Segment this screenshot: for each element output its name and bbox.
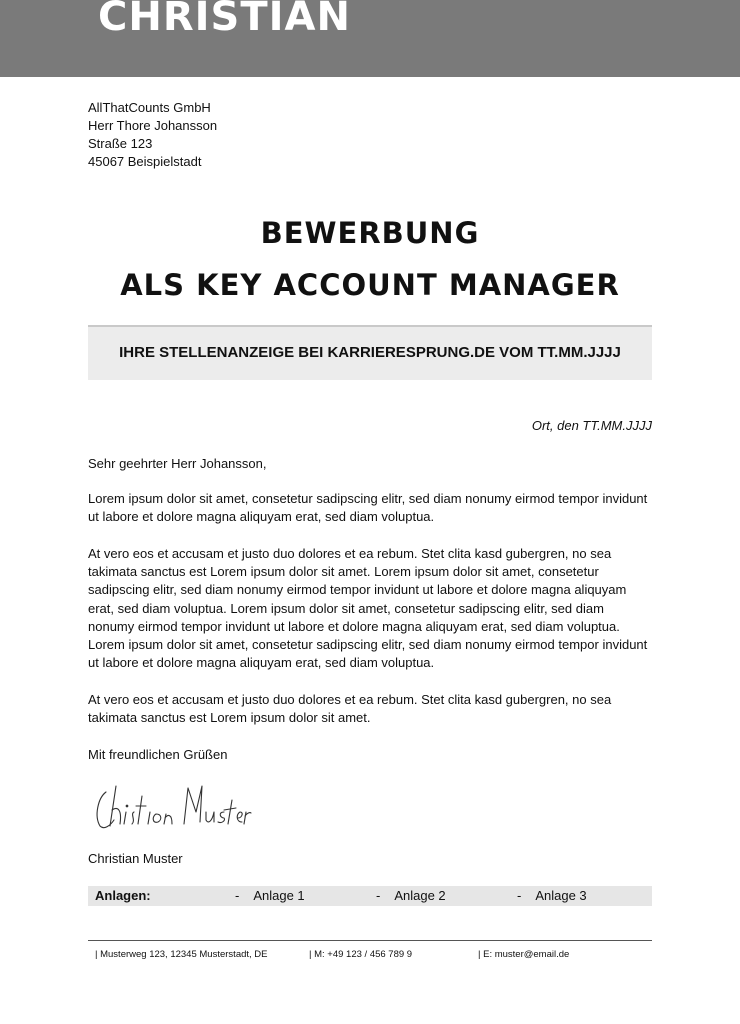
subject-box	[88, 325, 652, 380]
attachments-label: Anlagen:	[95, 888, 151, 903]
paragraph-2: At vero eos et accusam et justo duo dolores et ea rebum. Stet clita kasd gubergren, no sea takimata sanctus est Lorem ipsum dolor sit amet. Lorem ipsum dolor sit amet, consetetur sadipscing elitr, sed diam nonumy eirmod tempor invidunt ut labore et dolore magna aliquyam erat, sed diam voluptua. Lorem ipsum dolor sit amet, consetetur sadipscing elitr, sed diam nonumy eirmod tempor invidunt ut labore et dolore magna aliquyam erat, sed diam voluptua. Lorem ipsum dolor sit amet, consetetur sadipscing elitr, sed diam nonumy eirmod tempor invidunt ut labore et dolore magna aliquyam erat, sed diam voluptua.	[88, 546, 648, 671]
attachment-item: - Anlage 3	[517, 888, 587, 903]
paragraph-1: Lorem ipsum dolor sit amet, consetetur sadipscing elitr, sed diam nonumy eirmod tempor invidunt ut labore et dolore magna aliquyam erat, sed diam voluptua.	[88, 491, 648, 525]
footer-phone: | M: +49 123 / 456 789 9	[309, 949, 413, 960]
recipient-city: 45067 Beispielstadt	[88, 154, 202, 169]
signature-image	[92, 776, 252, 836]
place-date: Ort, den TT.MM.JJJJ	[531, 418, 652, 433]
attachment-item: - Anlage 1	[235, 888, 305, 903]
footer-address: | Musterweg 123, 12345 Musterstadt, DE	[95, 949, 268, 960]
title-line-2: ALS KEY ACCOUNT MANAGER	[120, 268, 620, 302]
title-line-1: BEWERBUNG	[260, 216, 480, 250]
sender-name: Christian Muster	[88, 851, 183, 866]
footer-divider	[88, 940, 652, 941]
closing: Mit freundlichen Grüßen	[88, 747, 228, 762]
recipient-person: Herr Thore Johansson	[88, 118, 218, 133]
paragraph-3: At vero eos et accusam et justo duo dolores et ea rebum. Stet clita kasd gubergren, no sea takimata sanctus est Lorem ipsum dolor sit amet.	[88, 692, 612, 726]
header-band	[0, 0, 740, 77]
attachments-bar	[88, 886, 652, 906]
recipient-street: Straße 123	[88, 136, 153, 151]
recipient-company: AllThatCounts GmbH	[88, 100, 211, 115]
attachment-item: - Anlage 2	[376, 888, 446, 903]
subject-text: IHRE STELLENANZEIGE BEI KARRIERESPRUNG.DE VOM TT.MM.JJJJ	[119, 344, 621, 361]
header-name: CHRISTIAN	[98, 0, 351, 40]
salutation: Sehr geehrter Herr Johansson,	[88, 456, 267, 471]
footer-email: | E: muster@email.de	[478, 949, 570, 960]
recipient-address	[88, 99, 217, 171]
